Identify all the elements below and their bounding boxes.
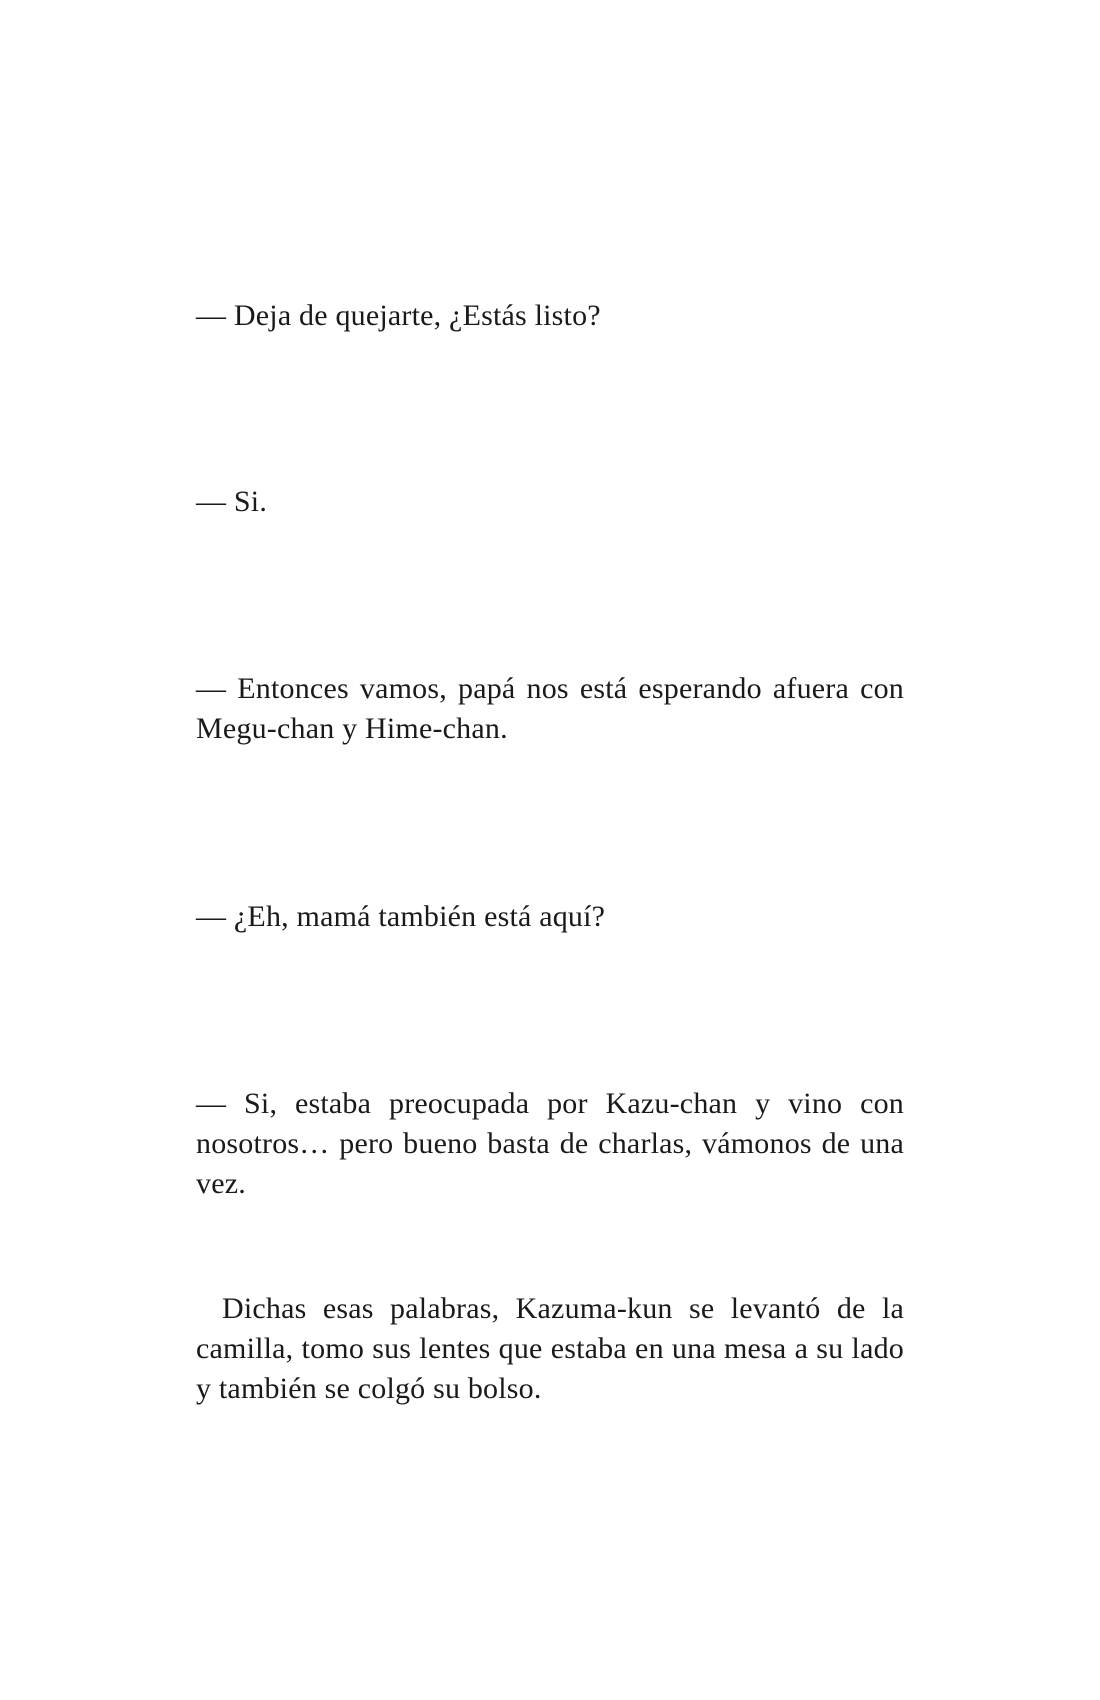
dialogue-paragraph-3: — Entonces vamos, papá nos está esperando afuera con Megu-chan y Hime-chan. (196, 672, 904, 745)
narration-paragraph: Dichas esas palabras, Kazuma-kun se levantó de la camilla, tomo sus lentes que estaba en una mesa a su lado y también se colgó su bolso. (196, 1292, 904, 1405)
dialogue-paragraph-2: — Si. (196, 485, 268, 518)
dialogue-paragraph-5: — Si, estaba preocupada por Kazu-chan y vino con nosotros… pero bueno basta de charlas, vámonos de una vez. (196, 1087, 904, 1200)
dialogue-paragraph-1: — Deja de quejarte, ¿Estás listo? (196, 299, 601, 332)
dialogue-paragraph-4: — ¿Eh, mamá también está aquí? (196, 900, 606, 933)
